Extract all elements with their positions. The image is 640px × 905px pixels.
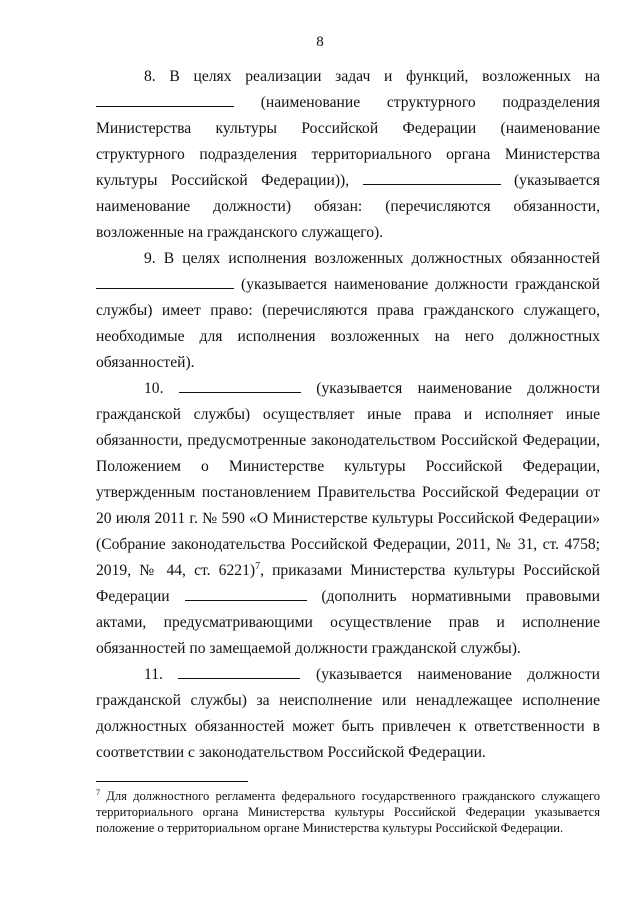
paragraph-8 [96,64,600,246]
p10-text-c: , приказами Министерства культуры Российской Федерации [96,562,600,605]
blank-field [179,378,301,393]
paragraph-11 [96,662,600,766]
blank-field [185,586,307,601]
p8-text-a: 8. В целях реализации задач и функций, возложенных на [144,68,600,85]
p9-text-b: (указывается наименование должности гражданской службы) имеет право: (перечисляются права гражданского служащего, необходимые для исполнения возложенных на него должностных обязанностей). [96,276,600,371]
p10-text-a: 10. [144,380,164,397]
p11-text-a: 11. [144,666,163,683]
blank-field [96,92,234,107]
paragraph-10 [96,376,600,662]
p8-text-b: (наименование структурного подразделения Министерства культуры Российской Федерации (наименование структурного подразделения территориального органа Министерства культуры Российской Федерации)), [96,94,600,189]
p8-text-c: (указывается наименование должности) обязан: (перечисляются обязанности, возложенные на гражданского служащего). [96,172,600,241]
paragraph-9 [96,246,600,376]
page-number: 8 [316,34,324,50]
footnote-divider [96,781,248,782]
blank-field [363,170,501,185]
p9-text-a: 9. В целях исполнения возложенных должностных обязанностей [144,250,600,267]
blank-field [96,274,234,289]
footnote-text: Для должностного регламента федерального государственного гражданского служащего территориального органа Министерства культуры Российской Федерации указывается положение о территориальном органе Министерства культуры Российской Федерации. [96,789,600,835]
footnote-mark: 7 [96,787,100,797]
document-body [96,64,600,766]
p10-text-b: (указывается наименование должности гражданской службы) осуществляет иные права и исполняет иные обязанности, предусмотренные законодательством Российской Федерации, Положением о Министерстве культуры Российской Федерации, утвержденным постановлением Правительства Российской Федерации от 20 июля 2011 г. № 590 «О Министерстве культуры Российской Федерации» (Собрание законодательства Российской Федерации, 2011, № 31, ст. 4758; 2019, № 44, ст. 6221) [96,380,600,579]
footnote [96,788,600,836]
blank-field [178,664,300,679]
p10-text-d: (дополнить нормативными правовыми актами, предусматривающими осуществление прав и исполнение обязанностей по замещаемой должности гражданской службы). [96,588,600,657]
p11-text-b: (указывается наименование должности гражданской службы) за неисполнение или ненадлежащее исполнение должностных обязанностей может быть привлечен к ответственности в соответствии с законодательством Российской Федерации. [96,666,600,761]
footnote-reference: 7 [255,560,261,572]
